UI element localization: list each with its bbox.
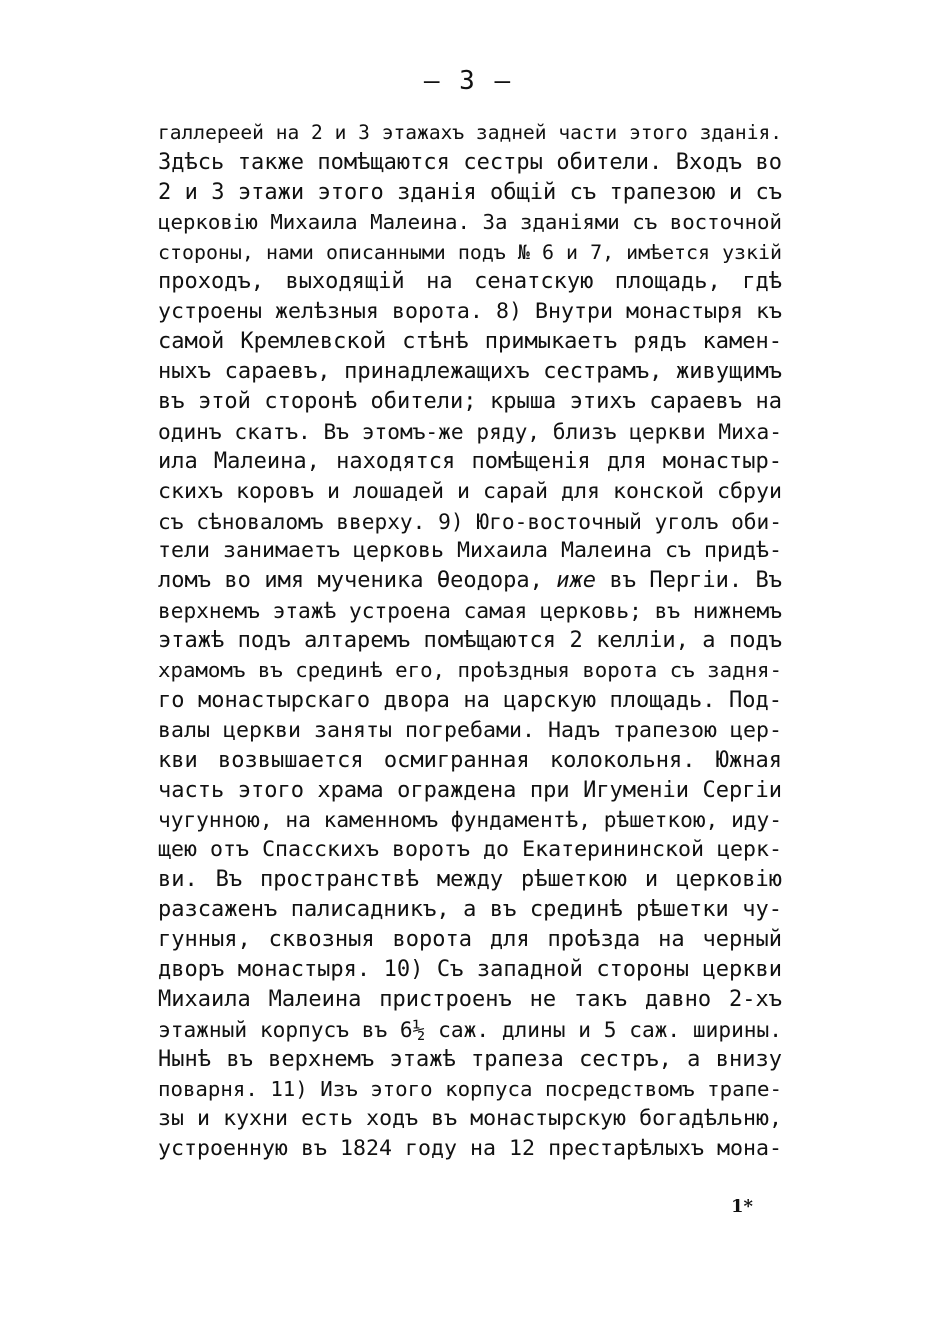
text-line: ви. Въ пространствѣ между рѣшеткою и церковію [158, 867, 782, 893]
text-line: чугунною, на каменномъ фундаментѣ, рѣшеткою, иду- [158, 807, 782, 833]
text-line: гунныя, сквозныя ворота для проѣзда на черный [158, 927, 782, 953]
text-line: галлереей на 2 и 3 этажахъ задней части этого зданія. [158, 121, 782, 144]
text-line: храмомъ въ срединѣ его, проѣздныя ворота съ задня- [158, 658, 782, 683]
text-line: часть этого храма ограждена при Игуменіи Сергіи [158, 777, 782, 803]
text-line: разсаженъ палисадникъ, а въ срединѣ рѣшетки чу- [158, 897, 782, 923]
text-segment: ломъ во имя мученика Ѳеодора, [158, 568, 557, 594]
text-line: кви возвышается осмигранная колокольня. Южная [158, 747, 782, 773]
text-line: ила Малеина, находятся помѣщенія для монастыр- [158, 448, 782, 474]
text-line: проходъ, выходящій на сенатскую площадь, гдѣ [158, 269, 782, 295]
text-line: дворъ монастыря. 10) Съ западной стороны церкви [158, 956, 782, 982]
body-text [158, 118, 782, 1164]
text-line: тели занимаетъ церковь Михаила Малеина съ придѣ- [158, 538, 782, 564]
text-line: съ сѣноваломъ вверху. 9) Юго-восточный уголъ оби- [158, 508, 782, 534]
text-line: скихъ коровъ и лошадей и сарай для конской сбруи [158, 478, 782, 504]
text-line: этажный корпусъ въ 6½ саж. длины и 5 саж. ширины. [158, 1016, 782, 1042]
text-line: устроенную въ 1824 году на 12 престарѣлыхъ мона- [158, 1136, 782, 1162]
text-line: верхнемъ этажѣ устроена самая церковь; въ нижнемъ [158, 598, 782, 624]
page-number: — 3 — [423, 66, 513, 96]
text-line: щею отъ Спасскихъ воротъ до Екатерининской церк- [158, 837, 782, 863]
text-line: поварня. 11) Изъ этого корпуса посредствомъ трапе- [158, 1076, 782, 1101]
text-line: стороны, нами описанными подъ № 6 и 7, имѣется узкій [158, 240, 782, 264]
text-line: Нынѣ въ верхнемъ этажѣ трапеза сестръ, а внизу [158, 1046, 782, 1072]
text-line: 2 и 3 этажи этого зданія общій съ трапезою и съ [158, 179, 782, 205]
signature-mark: 1* [731, 1196, 753, 1217]
text-line: устроены желѣзныя ворота. 8) Внутри монастыря къ [158, 299, 782, 325]
text-line: валы церкви заняты погребами. Надъ трапезою цер- [158, 717, 782, 743]
text-line: одинъ скатъ. Въ этомъ-же ряду, близъ церкви Миха- [158, 418, 782, 444]
text-segment: въ Пергіи. Въ [596, 568, 782, 594]
text-line [158, 566, 782, 596]
text-line: Здѣсь также помѣщаются сестры обители. Входъ во [158, 149, 782, 175]
text-line: самой Кремлевской стѣнѣ примыкаетъ рядъ камен- [158, 329, 782, 355]
text-line: церковію Михаила Малеина. За зданіями съ восточной [158, 209, 782, 234]
text-line: ныхъ сараевъ, принадлежащихъ сестрамъ, живущимъ [158, 359, 782, 385]
italic-word: иже [556, 568, 597, 594]
text-line: Михаила Малеина пристроенъ не такъ давно 2-хъ [158, 986, 782, 1012]
text-line: зы и кухни есть ходъ въ монастырскую богадѣльню, [158, 1106, 782, 1132]
text-line: этажѣ подъ алтаремъ помѣщаются 2 келліи, а подъ [158, 628, 782, 654]
text-line: го монастырскаго двора на царскую площадь. Под- [158, 687, 782, 713]
text-line: въ этой сторонѣ обители; крыша этихъ сараевъ на [158, 389, 782, 415]
